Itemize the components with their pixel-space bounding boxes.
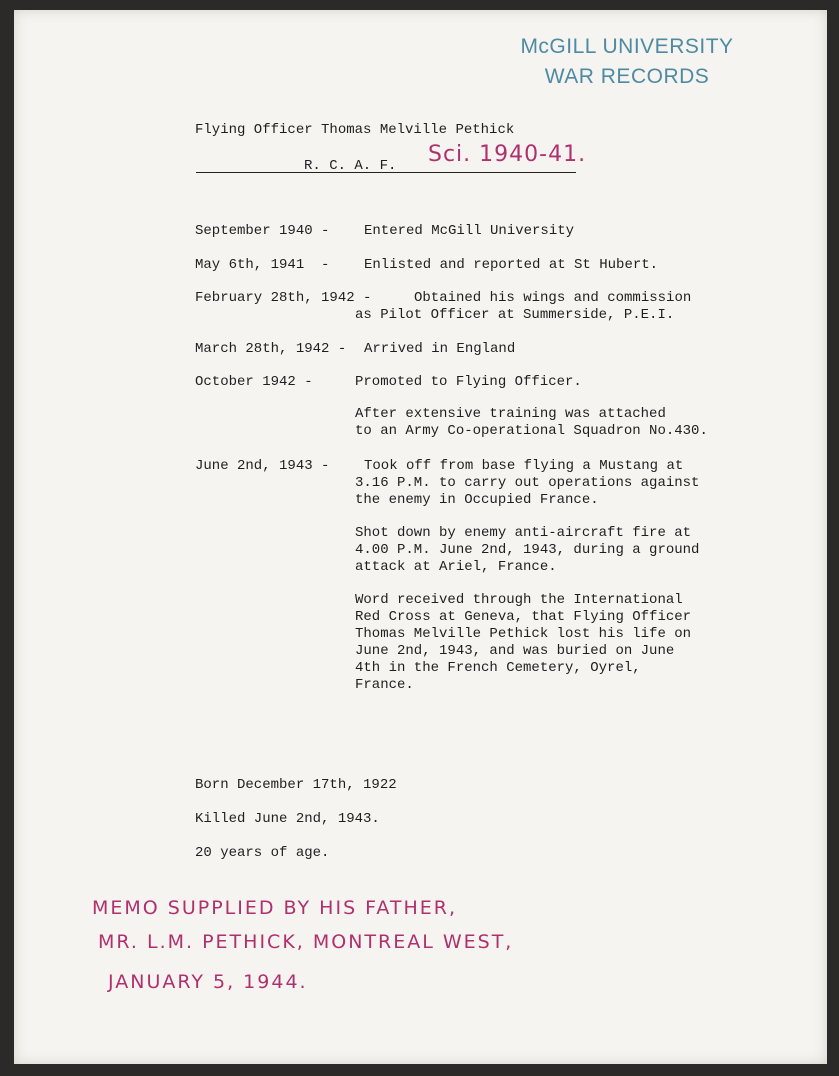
- entry-text: attack at Ariel, France.: [355, 559, 557, 575]
- entry-text: to an Army Co-operational Squadron No.430.: [355, 423, 708, 439]
- death-date: Killed June 2nd, 1943.: [195, 811, 380, 827]
- entry-text: 4th in the French Cemetery, Oyrel,: [355, 660, 641, 676]
- entry-date: June 2nd, 1943 -: [195, 458, 330, 474]
- archive-stamp-line2: WAR RECORDS: [544, 65, 710, 88]
- entry-text: Obtained his wings and commission: [414, 290, 692, 306]
- entry-text: June 2nd, 1943, and was buried on June: [355, 643, 675, 659]
- archive-stamp-line1: McGILL UNIVERSITY: [520, 35, 734, 58]
- entry-text: Entered McGill University: [364, 223, 575, 239]
- entry-text: Promoted to Flying Officer.: [355, 374, 582, 390]
- entry-text: 3.16 P.M. to carry out operations against: [355, 475, 700, 491]
- entry-date: February 28th, 1942 -: [195, 290, 372, 306]
- officer-name: Flying Officer Thomas Melville Pethick: [195, 122, 515, 138]
- entry-text: 4.00 P.M. June 2nd, 1943, during a ground: [355, 542, 700, 558]
- entry-date: March 28th, 1942 -: [195, 341, 347, 357]
- entry-text: Arrived in England: [364, 341, 516, 357]
- service-branch: R. C. A. F.: [304, 158, 397, 174]
- entry-date: September 1940 -: [195, 223, 330, 239]
- handwritten-memo-line2: MR. L.M. PETHICK, MONTREAL WEST,: [98, 931, 514, 953]
- entry-text: France.: [355, 677, 414, 693]
- entry-text: Shot down by enemy anti-aircraft fire at: [355, 525, 692, 541]
- handwritten-year-annotation: Sci. 1940-41.: [428, 142, 587, 167]
- entry-date: October 1942 -: [195, 374, 313, 390]
- age-at-death: 20 years of age.: [195, 845, 330, 861]
- entry-text: the enemy in Occupied France.: [355, 492, 599, 508]
- handwritten-memo-line1: MEMO SUPPLIED BY HIS FATHER,: [92, 897, 458, 919]
- entry-date: May 6th, 1941 -: [195, 257, 330, 273]
- entry-text: After extensive training was attached: [355, 406, 666, 422]
- entry-text: as Pilot Officer at Summerside, P.E.I.: [355, 307, 675, 323]
- entry-text: Took off from base flying a Mustang at: [364, 458, 684, 474]
- entry-text: Thomas Melville Pethick lost his life on: [355, 626, 692, 642]
- entry-text: Enlisted and reported at St Hubert.: [364, 257, 659, 273]
- entry-text: Red Cross at Geneva, that Flying Officer: [355, 609, 692, 625]
- handwritten-memo-line3: JANUARY 5, 1944.: [108, 971, 308, 993]
- header-underline: [196, 172, 576, 173]
- entry-text: Word received through the International: [355, 592, 683, 608]
- birth-date: Born December 17th, 1922: [195, 777, 397, 793]
